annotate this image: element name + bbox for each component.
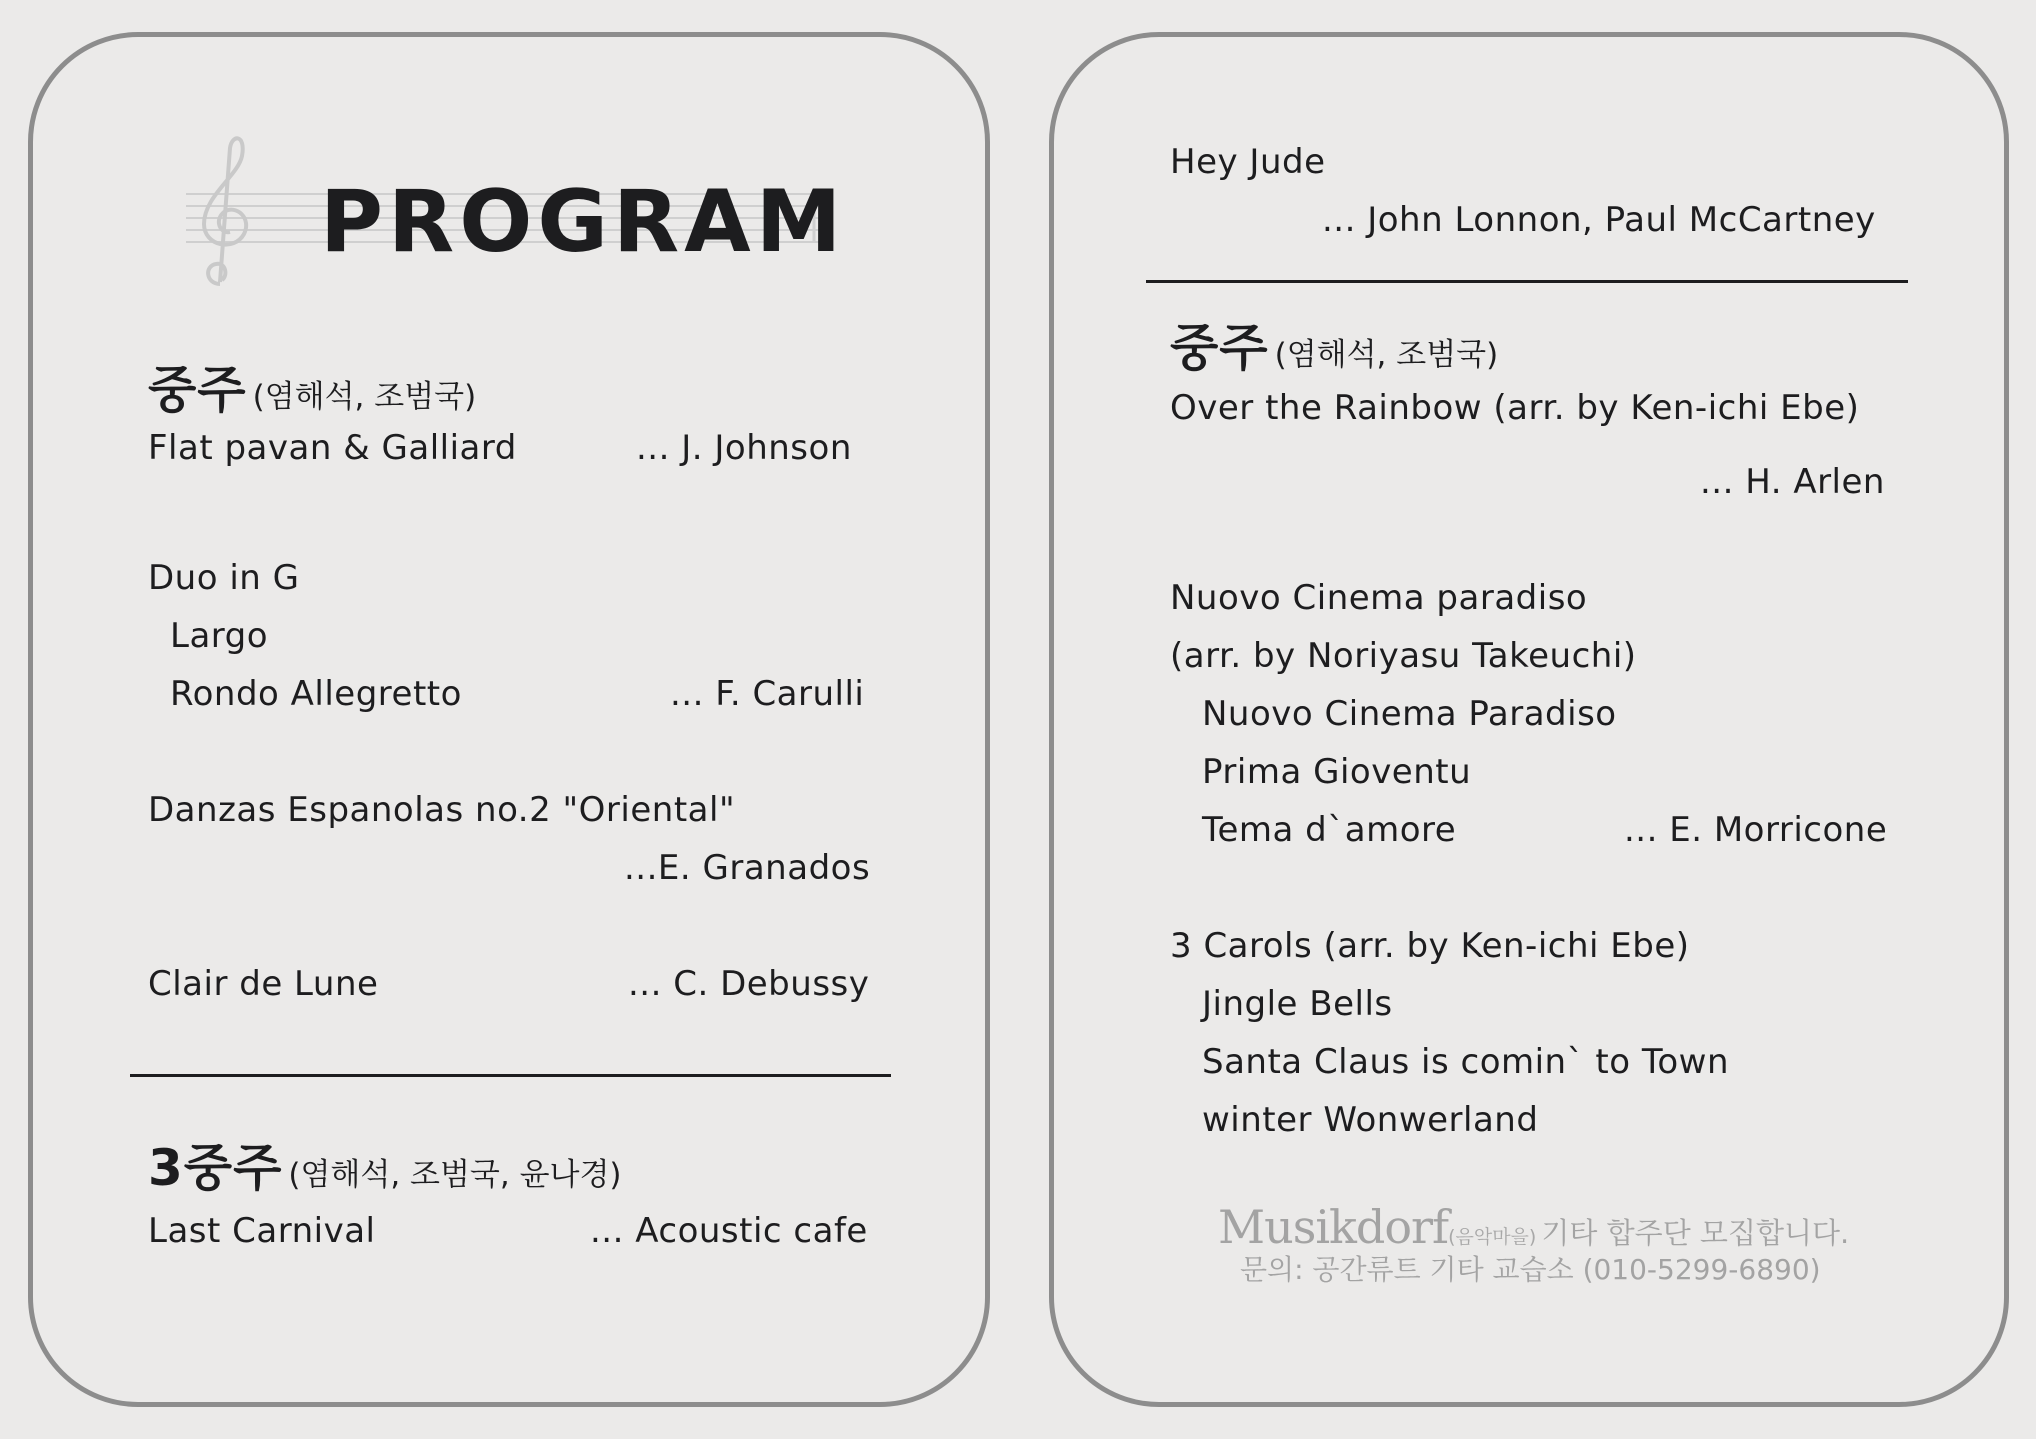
ensemble-heading-label: 중주 — [1170, 319, 1269, 377]
footer-recruit-line — [1218, 1200, 1849, 1254]
piece-composer: ... John Lonnon, Paul McCartney — [1322, 200, 1876, 240]
movement: winter Wonwerland — [1202, 1100, 1539, 1140]
section-divider — [1146, 280, 1908, 283]
ensemble-heading-label: 중주 — [148, 361, 247, 419]
recruit-notice: 기타 합주단 모집합니다. — [1541, 1216, 1850, 1250]
program-title: PROGRAM — [320, 172, 847, 272]
piece-title: Duo in G — [148, 558, 300, 598]
piece-title: Nuovo Cinema paradiso — [1170, 578, 1588, 618]
piece-title: Danzas Espanolas no.2 "Oriental" — [148, 790, 736, 830]
piece-title: 3 Carols (arr. by Ken-ichi Ebe) — [1170, 926, 1690, 966]
piece-composer: ... H. Arlen — [1700, 462, 1885, 502]
ensemble-heading — [1170, 318, 1498, 390]
movement: Prima Gioventu — [1202, 752, 1472, 792]
piece-title: Hey Jude — [1170, 142, 1326, 182]
movement: Rondo Allegretto — [170, 674, 462, 714]
ensemble-heading — [148, 360, 476, 432]
piece-composer: ... J. Johnson — [636, 428, 852, 468]
piece-composer: ... Acoustic cafe — [590, 1211, 868, 1251]
piece-title: Over the Rainbow (arr. by Ken-ichi Ebe) — [1170, 388, 1860, 428]
logo-subtitle: (음악마을) — [1448, 1226, 1537, 1248]
musikdorf-logo: Musikdorf — [1218, 1200, 1449, 1254]
piece-title: Flat pavan & Galliard — [148, 428, 517, 468]
trio-heading-label: 3중주 — [148, 1139, 283, 1197]
trio-heading — [148, 1138, 622, 1210]
piece-title: Last Carnival — [148, 1211, 376, 1251]
movement: Nuovo Cinema Paradiso — [1202, 694, 1617, 734]
piece-composer: ...E. Granados — [624, 848, 871, 888]
movement: Jingle Bells — [1202, 984, 1393, 1024]
ensemble-performers: (염해석, 조범국) — [1274, 337, 1499, 373]
piece-composer: ... F. Carulli — [670, 674, 865, 714]
piece-composer: ... E. Morricone — [1624, 810, 1888, 850]
movement: Santa Claus is comin` to Town — [1202, 1042, 1730, 1082]
trio-performers: (염해석, 조범국, 윤나경) — [288, 1157, 622, 1193]
movement: Tema d`amore — [1202, 810, 1457, 850]
piece-title: Clair de Lune — [148, 964, 379, 1004]
piece-arranger: (arr. by Noriyasu Takeuchi) — [1170, 636, 1637, 676]
piece-composer: ... C. Debussy — [628, 964, 870, 1004]
section-divider — [130, 1074, 891, 1077]
movement: Largo — [170, 616, 269, 656]
ensemble-performers: (염해석, 조범국) — [252, 379, 477, 415]
treble-clef-icon — [204, 138, 246, 284]
contact-info: 문의: 공간류트 기타 교습소 (010-5299-6890) — [1240, 1253, 1821, 1286]
